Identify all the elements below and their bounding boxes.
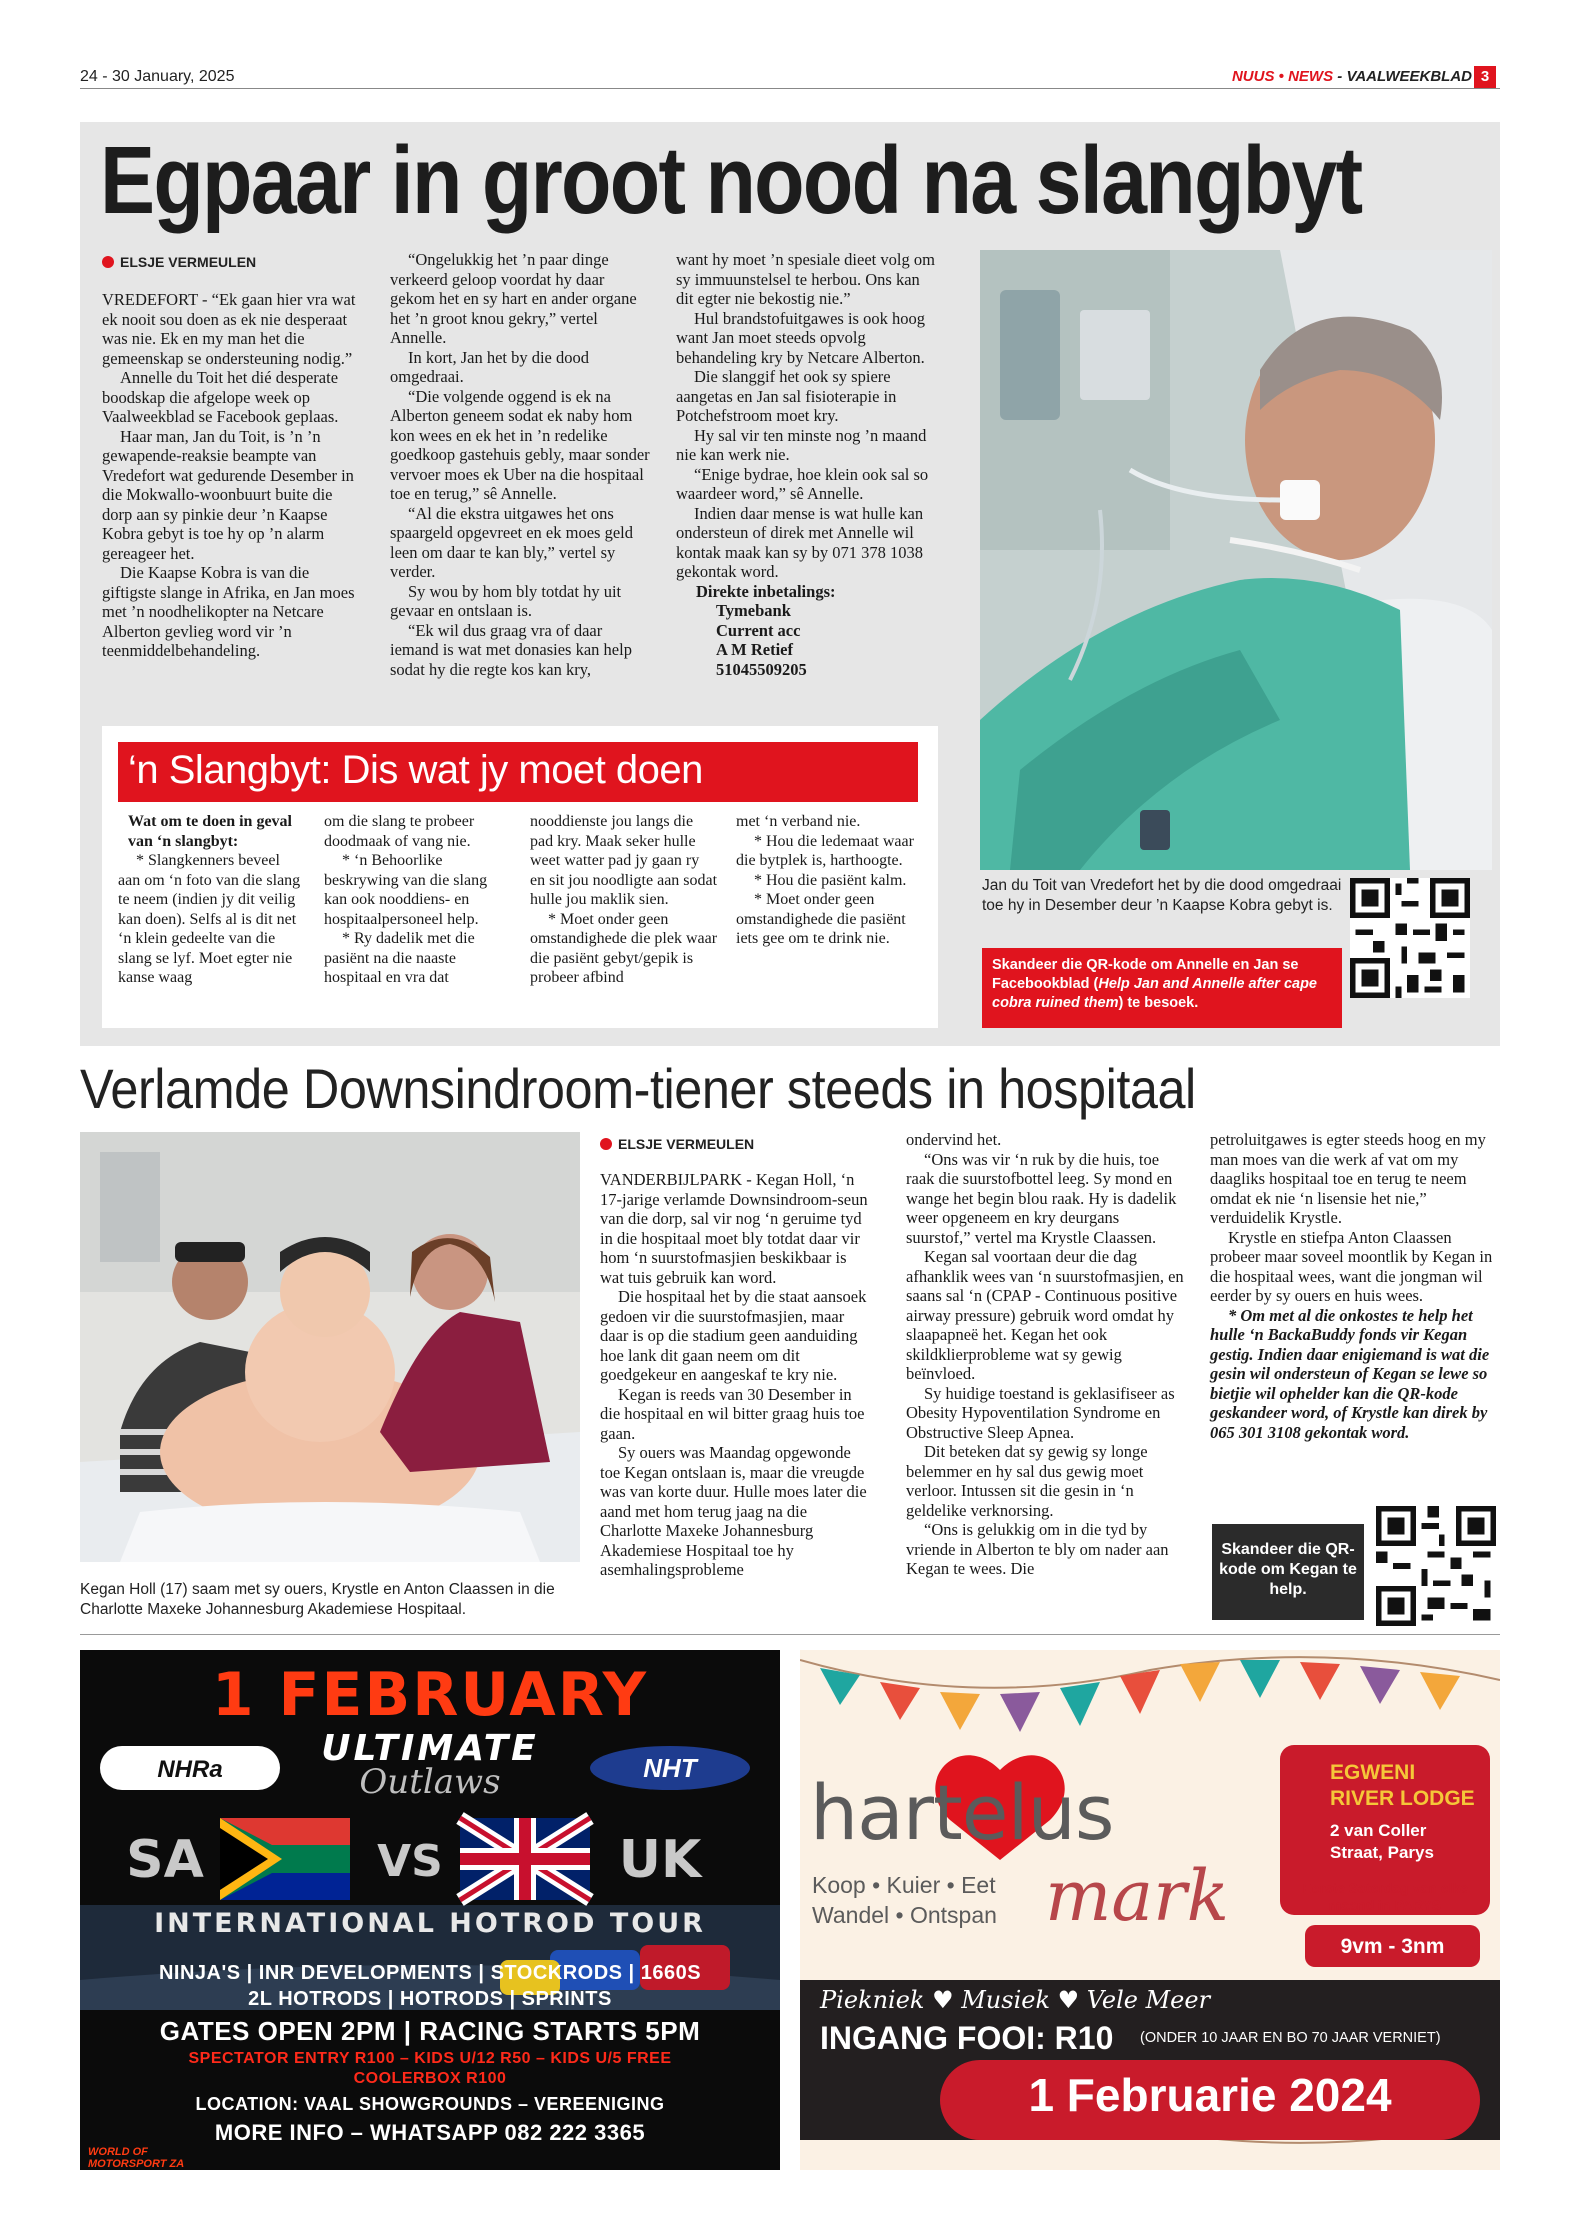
byline-author: ELSJE VERMEULEN (618, 1136, 755, 1152)
market-tagline-1: Koop • Kuier • Eet (812, 1872, 996, 1898)
paragraph: Sy wou by hom bly totdat hy uit gevaar en ontslaan is. (390, 581, 622, 620)
photo-family-hospital (80, 1132, 580, 1562)
section-nuus: NUUS (1231, 68, 1275, 85)
ad-hartelus-market (800, 1650, 1500, 2170)
story1-column-2 (390, 250, 652, 679)
separator: • (1278, 68, 1284, 85)
ad-hotrod-tour: INTERNATIONAL HOTROD TOUR (154, 1908, 706, 1939)
paragraph: * ‘n Behoorlike beskrywing van die slang kan ook nooddiens- en hospitaalpersoneel help. (324, 852, 488, 928)
ad-hotrod-entry: SPECTATOR ENTRY R100 – KIDS U/12 R50 – KIDS U/5 FREE (188, 2050, 672, 2067)
ad-hotrod-tour (80, 1650, 780, 2170)
market-hours: 9vm - 3nm (1340, 1935, 1445, 1958)
issue-date: 24 - 30 January, 2025 (80, 68, 235, 85)
paragraph: Dit beteken dat sy gewig sy longe belemmer en hy sal dus gewig moet verloor. Intussen sit die gesin in ‘n geldelike verknorsing. (906, 1442, 1148, 1520)
sidebar-column-2 (324, 812, 512, 988)
photo1-caption: Jan du Toit van Vredefort het by die dood omgedraai toe hy in Desember deur ’n Kaapse Kobra gebyt is. (982, 877, 1342, 914)
paragraph: met ‘n verband nie. (736, 813, 861, 830)
market-extras: Piekniek ♥ Musiek ♥ Vele Meer (820, 1986, 1211, 2014)
header-rule (80, 88, 1500, 89)
paragraph: nooddienste jou langs die pad kry. Maak seker hulle weet watter pad jy gaan ry en sit jou noodligte aan sodat hulle jou maklik sien. (530, 813, 718, 908)
paragraph: Indien daar mense is wat hulle kan ondersteun of direk met Annelle wil kontak maak kan sy by 071 378 1038 gekontak word. (676, 503, 924, 581)
paragraph: om die slang te probeer doodmaak of vang nie. (324, 813, 475, 850)
story1-column-1 (102, 290, 364, 661)
ad-hotrod-date: 1 FEBRUARY (211, 1660, 649, 1730)
market-address: 2 van Coller Straat, Parys (1330, 1821, 1434, 1862)
patient-illustration (980, 250, 1492, 870)
ad-hotrod-classes-2: 2L HOTRODS | HOTRODS | SPRINTS (248, 1988, 612, 2010)
market-date: 1 Februarie 2024 (1028, 2069, 1392, 2121)
qr-cta-backabuddy: Skandeer die QR-kode om Kegan te help. (1212, 1524, 1364, 1620)
nhra-logo: NHRa (157, 1756, 223, 1783)
market-fee-note: (ONDER 10 JAAR EN BO 70 JAAR VERNIET) (1140, 2030, 1441, 2046)
story2-byline (600, 1136, 754, 1152)
qr-cta-text-pre: Skandeer die QR-kode om Annelle en Jan se Facebookblad ( (992, 957, 1299, 992)
ad-hotrod-brand: ULTIMATE (321, 1728, 539, 1769)
ad-hotrod-vs: VS (377, 1836, 443, 1887)
sidebar-column-1 (118, 812, 306, 988)
sidebar-intro-heading: Wat om te doen in geval van ‘n slangbyt: (128, 813, 292, 850)
paragraph: “Ongelukkig het ’n paar dinge verkeerd geloop voordat hy daar gekom het en sy hart en ander organe het ’n groot knou gekry,” vertel Annelle. (390, 250, 637, 347)
paragraph: Die slanggif het ook sy spiere aangetas en Jan sal fisioterapie in Potchefstroom moet kry. (676, 367, 897, 425)
sidebar-column-4 (736, 812, 924, 949)
section-rule (80, 1634, 1500, 1635)
market-schedule: Eerste Saterdag van elke maand in PARYS (1302, 1880, 1468, 1913)
photo2-caption: Kegan Holl (17) saam met sy ouers, Krystle en Anton Claassen in die Charlotte Maxeke Johannesburg Akademiese Hospitaal. (80, 1581, 555, 1618)
paragraph: VANDERBIJLPARK - Kegan Holl, ‘n 17-jarige verlamde Downsindroom-seun van die dorp, sal vir nog ‘n geruime tyd in die hospitaal moet bly totdat daar vir hom ‘n suurstofmasjien beskikbaar is wat tuis gebruik kan word. (600, 1170, 868, 1287)
ad-hotrod-uk: UK (618, 1830, 702, 1890)
market-tagline-2: Wandel • Ontspan (812, 1902, 997, 1928)
family-illustration (80, 1132, 580, 1562)
market-name-mark: mark (1045, 1855, 1229, 1937)
byline-author: ELSJE VERMEULEN (120, 254, 257, 270)
story2-headline: Verlamde Downsindroom-tiener steeds in hospitaal (80, 1057, 1196, 1120)
banking-line: Tymebank (716, 601, 791, 620)
paper-name: VAALWEEKBLAD (1346, 68, 1472, 85)
market-venue: EGWENI RIVER LODGE (1330, 1761, 1475, 1810)
paragraph: VREDEFORT - “Ek gaan hier vra wat ek nooit sou doen as ek nie desperaat was nie. Ek en my man het die gemeenskap se ondersteuning nodig.” (102, 290, 356, 368)
paragraph: “Ons was vir ‘n ruk by die huis, toe raak die suurstofbottel leeg. Sy mond en wange het begin blou raak. Hy is dadelik weer opgeneem en kry deurgans suurstof,” vertel ma Krystle Claassen. (906, 1149, 1177, 1247)
paragraph: Kegan sal voortaan deur die dag afhanklik wees van ‘n suurstofmasjien, en saans sal ‘n (CPAP - Continuous positive airway pressure) gebruik word omdat hy slaapapneë het. Kegan het ook skildklierprobleme wat sy gewig beïnvloed. (906, 1247, 1184, 1383)
story1-byline (102, 254, 256, 270)
paragraph: Hul brandstofuitgawes is ook hoog want Jan moet steeds opvolg behandeling kry by Netcare Alberton. (676, 308, 925, 367)
paragraph: “Enige bydrae, hoe klein ook sal so waardeer word,” sê Annelle. (676, 464, 929, 503)
photo-patient-hospital (980, 250, 1492, 870)
paragraph: * Hou die ledemaat waar die bytplek is, harthoogte. (736, 832, 914, 869)
qr-cta-facebook (982, 948, 1342, 1028)
paragraph: In kort, Jan het by die dood omgedraai. (390, 347, 590, 386)
ad-hotrod-brand-script: Outlaws (359, 1762, 501, 1802)
qr-code-facebook[interactable] (1350, 878, 1470, 998)
paragraph: ondervind het. (906, 1130, 1002, 1149)
ad-hotrod-cooler: COOLERBOX R100 (353, 2070, 507, 2087)
banking-line: 51045509205 (716, 659, 807, 679)
story1-column-3 (676, 250, 938, 679)
paragraph: Annelle du Toit het dié desperate boodskap die afgelope week op Vaalweekblad se Facebook geplaas. (102, 368, 339, 426)
sidebar-column-3 (530, 812, 718, 988)
backabuddy-appeal: * Om met al die onkostes te help het hulle ‘n BackaBuddy fonds vir Kegan gestig. Indien daar enigiemand is wat die gesin wil ondersteun of Kegan se lewe so bietjie wil ophelder kan die QR-kode geskandeer word, of Krystle kan direk by 065 301 3108 gekontak word. (1210, 1305, 1490, 1442)
paragraph: Die hospitaal het by die staat aansoek gedoen vir die suurstofmasjien, maar daar is op die stadium geen aanduiding hoe lank dit gaan neem om dit goedgekeur en aangeskaf te kry nie. (600, 1287, 867, 1384)
ad-hotrod-gates: GATES OPEN 2PM | RACING STARTS 5PM (159, 2016, 701, 2046)
paragraph: “Al die ekstra uitgawes het ons spaargeld opgevreet en ek moes geld leen om daar te kan bly,” vertel sy verder. (390, 503, 633, 581)
paragraph: * Slangkenners beveel aan om ‘n foto van die slang te neem (indien jy dit veilig kan doen). Selfs al is dit net ‘n klein gedeelte van die slang se lyf. Moet egter nie kanse waag (118, 852, 301, 986)
paragraph: want hy moet ’n spesiale dieet volg om sy immuunstelsel te herbou. Ons kan dit egter nie bekostig nie.” (676, 250, 935, 308)
paragraph: “Die volgende oggend is ek na Alberton geneem sodat ek naby hom kon wees en ek het in ’n redelike goedkoop gastehuis gebly, maar sonder vervoer moes ek Uber na die hospitaal toe en terug,” sê Annelle. (390, 386, 650, 503)
sidebar-heading: ‘n Slangbyt: Dis wat jy moet doen (118, 742, 918, 802)
ad-hotrod-sponsor: WORLD OF MOTORSPORT ZA (88, 2146, 185, 2170)
qr-cta-page-name: Help Jan and Annelle after cape cobra ruined them (992, 976, 1317, 1011)
story1-headline: Egpaar in groot nood na slangbyt (100, 127, 1362, 234)
nht-logo: NHT (643, 1753, 697, 1783)
banking-line: Current acc (716, 620, 801, 640)
ad-hotrod-classes-1: NINJA'S | INR DEVELOPMENTS | STOCKRODS | 1660S (158, 1962, 702, 1984)
ad-hotrod-info: MORE INFO – WHATSAPP 082 222 3365 (214, 2120, 646, 2145)
section-label (1232, 68, 1472, 85)
paragraph: * Moet onder geen omstandighede die pasiënt iets gee om te drink nie. (736, 891, 906, 947)
story2-column-2 (906, 1130, 1186, 1579)
story2-column-3 (1210, 1130, 1502, 1442)
byline-dot-icon (102, 256, 114, 268)
paragraph: “Ek wil dus graag vra of daar iemand is wat met donasies kan help sodat hy die regte kos kan kry, (390, 620, 632, 679)
banking-line: A M Retief (716, 640, 793, 659)
paragraph: petroluitgawes is egter steeds hoog en my man moes van die werk af vat om my daagliks hospitaal toe en terug te neem omdat ek nie ‘n lisensie het nie,” verduidelik Krystle. (1210, 1130, 1486, 1227)
paragraph: * Ry dadelik met die pasiënt na die naaste hospitaal en vra dat (324, 930, 475, 986)
paragraph: Haar man, Jan du Toit, is ’n ’n gewapende-reaksie beampte van Vredefort wat gedurende Desember in die Mokwallo-woonbuurt buite die dorp aan sy pinkie deur ’n Kaapse Kobra gebyt is toe hy op ’n alarm gereageer het. (102, 426, 354, 563)
paragraph: * Hou die pasiënt kalm. (754, 871, 907, 889)
story2-column-1 (600, 1170, 872, 1580)
paragraph: Kegan is reeds van 30 Desember in die hospitaal en wil bitter graag huis toe gaan. (600, 1384, 865, 1443)
paragraph: Sy ouers was Maandag opgewonde toe Kegan ontslaan is, maar die vreugde was van korte duur. Hulle moes later die aand met hom terug jaag na die Charlotte Maxeke Johannesburg Akademiese Hospitaal toe hy asemhalingsprobleme (600, 1443, 867, 1579)
ad-hotrod-sa: SA (126, 1830, 204, 1890)
paragraph: Hy sal vir ten minste nog ’n maand nie kan werk nie. (676, 425, 927, 464)
market-fee: INGANG FOOI: R10 (820, 2020, 1114, 2056)
banking-heading: Direkte inbetalings: (696, 581, 836, 601)
paragraph: * Moet onder geen omstandighede die plek waar die pasiënt gebyt/gepik is probeer afbind (530, 910, 718, 986)
paragraph: “Ons is gelukkig om in die tyd by vriende in Alberton te bly om nader aan Kegan te wees. Die (906, 1520, 1169, 1578)
ad-hotrod-location: LOCATION: VAAL SHOWGROUNDS – VEREENIGING (195, 2094, 665, 2114)
section-news: NEWS (1288, 68, 1334, 85)
paragraph: Die Kaapse Kobra is van die giftigste slange in Afrika, en Jan moes met ’n noodhelikopter na Netcare Alberton gevlieg word vir ’n teenmiddelbehandeling. (102, 563, 355, 660)
market-name: hartelus (810, 1768, 1114, 1857)
page-number: 3 (1474, 66, 1496, 88)
qr-cta-text-post: ) te besoek. (1118, 995, 1199, 1011)
dash: - (1337, 68, 1343, 85)
qr-code-backabuddy[interactable] (1376, 1506, 1496, 1626)
byline-dot-icon (600, 1138, 612, 1150)
paragraph: Sy huidige toestand is geklasifiseer as Obesity Hypoventilation Syndrome en Obstructive Sleep Apnea. (906, 1383, 1175, 1442)
paragraph: Krystle en stiefpa Anton Claassen probeer maar soveel moontlik by Kegan in die hospitaal wees, want die jongman wil eerder by sy ouers en huis wees. (1210, 1227, 1493, 1305)
